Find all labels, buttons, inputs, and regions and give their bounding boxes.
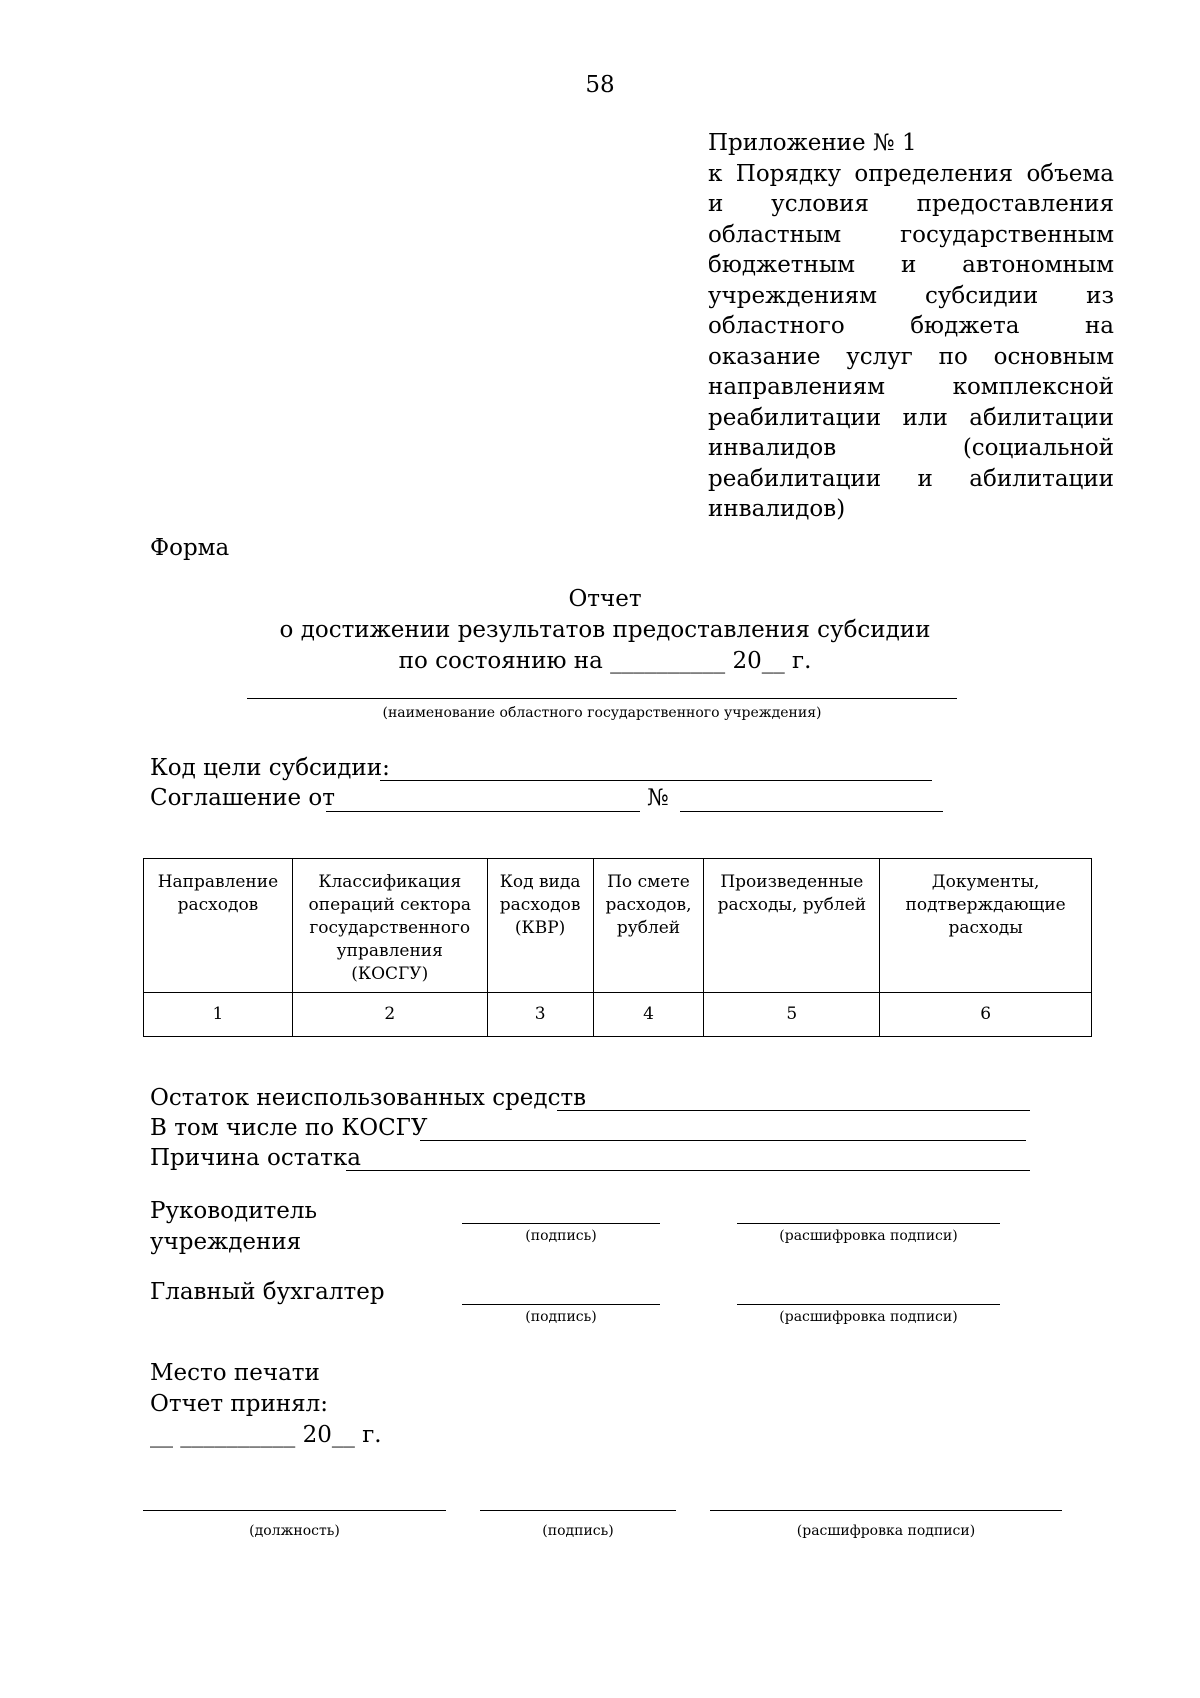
acceptor-decoding-caption: (расшифровка подписи) xyxy=(796,1523,976,1539)
accountant-signature-caption: (подпись) xyxy=(525,1309,597,1325)
acceptor-decoding-line[interactable] xyxy=(710,1510,1062,1511)
seal-place-label: Место печати xyxy=(150,1360,320,1386)
unused-funds-label: Остаток неиспользованных средств xyxy=(150,1085,587,1111)
head-signature-caption: (подпись) xyxy=(525,1228,597,1244)
accountant-decoding-line[interactable] xyxy=(737,1304,1000,1305)
acceptor-signature-line[interactable] xyxy=(480,1510,676,1511)
appendix-block xyxy=(708,128,1114,525)
column-number: 4 xyxy=(593,993,704,1037)
institution-name-line[interactable] xyxy=(247,698,957,699)
chief-accountant-label: Главный бухгалтер xyxy=(150,1279,385,1305)
appendix-body: к Порядку определения объема и условия предоставления областным государственным бюджетным и автономным учреждениям субсидии из областного бюджета на оказание услуг по основным направлениям комплексной реабилитации или абилитации инвалидов (социальной реабилитации и абилитации инвалидов) xyxy=(708,160,1114,522)
reason-line[interactable] xyxy=(346,1170,1030,1171)
column-number: 2 xyxy=(292,993,487,1037)
by-kosgu-label: В том числе по КОСГУ xyxy=(150,1115,428,1141)
by-kosgu-line[interactable] xyxy=(420,1140,1026,1141)
accepted-label: Отчет принял: xyxy=(150,1391,329,1417)
head-decoding-line[interactable] xyxy=(737,1223,1000,1224)
head-signature-line[interactable] xyxy=(462,1223,660,1224)
report-subtitle: о достижении результатов предоставления субсидии xyxy=(279,617,931,643)
position-line[interactable] xyxy=(143,1510,446,1511)
column-number: 6 xyxy=(880,993,1092,1037)
number-sign: № xyxy=(647,785,669,811)
institution-caption: (наименование областного государственного учреждения) xyxy=(382,705,822,721)
header-expenses: Произведенные расходы, рублей xyxy=(704,859,880,993)
page-number: 58 xyxy=(585,72,615,98)
acceptor-signature-caption: (подпись) xyxy=(542,1523,614,1539)
table-number-row xyxy=(144,993,1092,1037)
agreement-date-line[interactable] xyxy=(326,811,640,812)
head-label-line1: Руководитель xyxy=(150,1198,317,1224)
column-number: 3 xyxy=(487,993,593,1037)
form-label: Форма xyxy=(150,535,230,561)
report-title: Отчет xyxy=(568,586,642,612)
table-header-row xyxy=(144,859,1092,993)
header-kvr: Код вида расходов (КВР) xyxy=(487,859,593,993)
expenses-table xyxy=(143,858,1092,1037)
report-date-line: по состоянию на __________ 20__ г. xyxy=(398,648,812,674)
column-number: 1 xyxy=(144,993,293,1037)
header-estimate: По смете расходов, рублей xyxy=(593,859,704,993)
acceptance-date: __ __________ 20__ г. xyxy=(150,1422,382,1448)
head-label-line2: учреждения xyxy=(150,1229,302,1255)
goal-code-line[interactable] xyxy=(380,780,932,781)
header-direction: Направление расходов xyxy=(144,859,293,993)
header-documents: Документы, подтверждающие расходы xyxy=(880,859,1092,993)
column-number: 5 xyxy=(704,993,880,1037)
accountant-signature-line[interactable] xyxy=(462,1304,660,1305)
position-caption: (должность) xyxy=(249,1523,340,1539)
goal-code-label: Код цели субсидии: xyxy=(150,755,390,781)
accountant-decoding-caption: (расшифровка подписи) xyxy=(779,1309,958,1325)
unused-funds-line[interactable] xyxy=(557,1110,1030,1111)
agreement-number-line[interactable] xyxy=(680,811,943,812)
appendix-title: Приложение № 1 xyxy=(708,130,917,156)
header-kosgu: Классификация операций сектора государственного управления (КОСГУ) xyxy=(292,859,487,993)
agreement-label: Соглашение от xyxy=(150,785,335,811)
head-decoding-caption: (расшифровка подписи) xyxy=(779,1228,958,1244)
report-heading xyxy=(200,584,1010,677)
reason-label: Причина остатка xyxy=(150,1145,361,1171)
